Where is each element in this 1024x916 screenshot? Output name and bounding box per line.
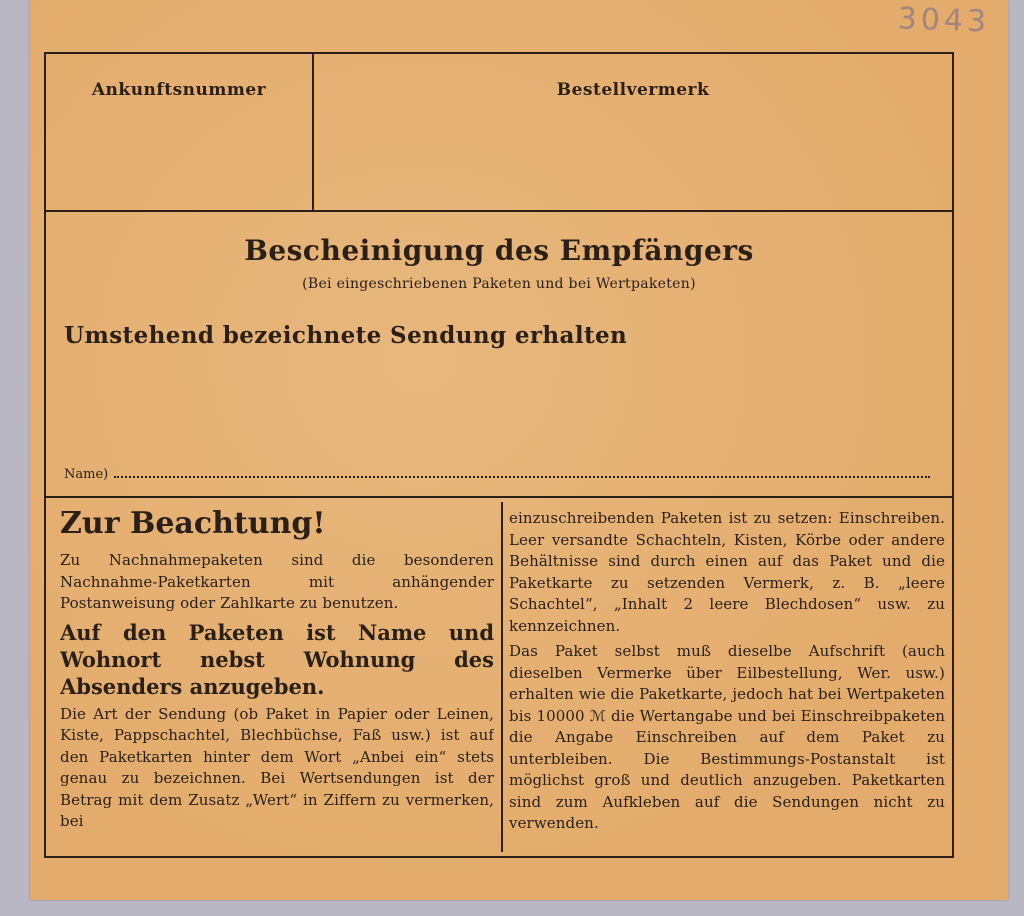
arrival-number-box: [46, 54, 314, 210]
notes-left-column: [60, 504, 494, 850]
name-dotted-line: [114, 476, 930, 478]
order-note-label: Bestellvermerk: [556, 80, 710, 100]
header-row: [46, 54, 952, 212]
handwritten-number: 3043: [897, 1, 991, 40]
certificate-title: Bescheinigung des Empfängers: [244, 234, 754, 267]
certificate-subtitle: (Bei eingeschriebenen Paketen und bei Wertpaketen): [302, 276, 696, 292]
order-note-box: [314, 54, 952, 210]
notes-title: Zur Beachtung!: [60, 506, 326, 541]
name-line: [64, 460, 930, 482]
name-label: Name): [64, 467, 109, 482]
column-divider: [501, 502, 503, 852]
note-sender-address: Auf den Paketen ist Name und Wohnort nebst Wohnung des Absenders anzugeben.: [60, 619, 494, 699]
form-frame: [44, 52, 954, 858]
note-cod-parcels: Zu Nachnahmepaketen sind die besonderen Nachnahme-Paketkarten mit anhängender Postanweisung oder Zahlkarte zu benutzen.: [60, 551, 494, 612]
arrival-number-label: Ankunftsnummer: [91, 80, 267, 100]
note-parcel-label: Das Paket selbst muß dieselbe Aufschrift (auch dieselben Vermerke über Eilbestellung, Wer. usw.) erhalten wie die Paketkarte, jedoch hat bei Wertpaketen bis 10000 ℳ die Wertangabe und bei Einschreibpaketen die Angabe Einschreiben auf dem Paket zu unterbleiben. Die Bestimmungs-Postanstalt ist möglichst groß und deutlich anzugeben. Paketkarten sind zum Aufkleben auf die Sendungen nicht zu verwenden.: [509, 642, 945, 832]
note-registered-empty: einzuschreibenden Paketen ist zu setzen: Einschreiben. Leer versandte Schachteln, Kisten, Körbe oder andere Behältnisse sind durch einen auf das Paket und die Paketkarte zu setzenden Vermerk, z. B. „leere Schachtel“, „Inhalt 2 leere Blechdosen“ usw. zu kennzeichnen.: [509, 509, 945, 635]
notes-right-column: [509, 508, 945, 848]
recipient-certificate: [46, 212, 952, 498]
certificate-statement: Umstehend bezeichnete Sendung erhalten: [64, 322, 628, 349]
notes-section: [46, 498, 952, 856]
note-shipment-type: Die Art der Sendung (ob Paket in Papier oder Leinen, Kiste, Pappschachtel, Blechbüchse, Faß usw.) ist auf den Paketkarten hinter dem Wort „Anbei ein“ stets genau zu bezeichnen. Bei Wertsendungen ist der Betrag mit dem Zusatz „Wert“ in Ziffern zu vermerken, bei: [60, 704, 494, 830]
